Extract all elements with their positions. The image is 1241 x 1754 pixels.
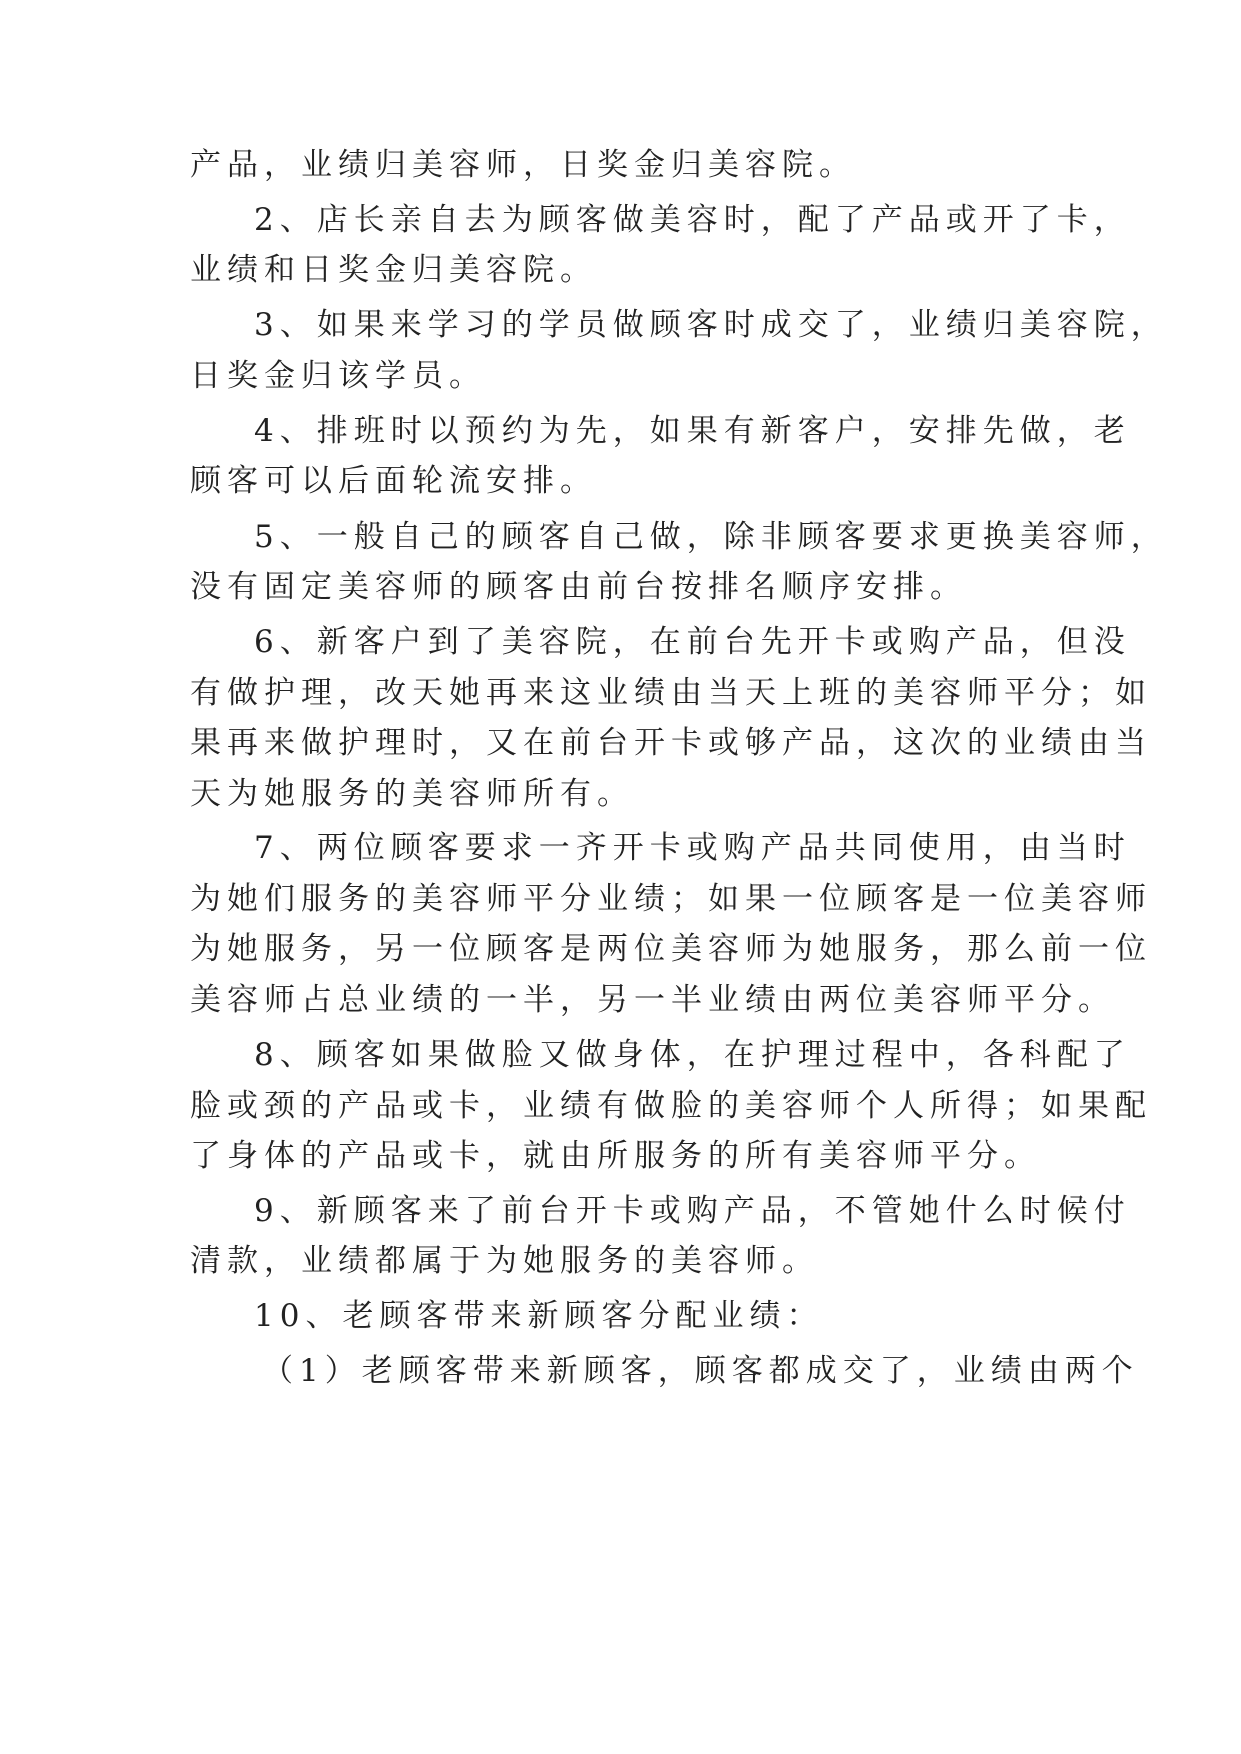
text-line: 为她们服务的美容师平分业绩；如果一位顾客是一位美容师 [190,881,1152,917]
text-line: 有做护理，改天她再来这业绩由当天上班的美容师平分；如 [190,675,1152,711]
text-line: 天为她服务的美容师所有。 [190,776,634,812]
text-line: 9、新顾客来了前台开卡或购产品，不管她什么时候付 [254,1193,1131,1229]
text-line: 3、如果来学习的学员做顾客时成交了，业绩归美容院， [254,307,1168,343]
text-line: 4、排班时以预约为先，如果有新客户，安排先做，老 [254,413,1131,449]
text-line: 美容师占总业绩的一半，另一半业绩由两位美容师平分。 [190,982,1115,1018]
text-line: 10、老顾客带来新顾客分配业绩： [254,1298,824,1334]
text-line: 顾客可以后面轮流安排。 [190,463,597,499]
text-line: 7、两位顾客要求一齐开卡或购产品共同使用，由当时 [254,830,1131,866]
text-line: 脸或颈的产品或卡，业绩有做脸的美容师个人所得；如果配 [190,1088,1152,1124]
text-line: 果再来做护理时，又在前台开卡或够产品，这次的业绩由当 [190,725,1152,761]
text-line: （1）老顾客带来新顾客，顾客都成交了，业绩由两个 [262,1353,1139,1389]
text-line: 5、一般自己的顾客自己做，除非顾客要求更换美容师， [254,519,1168,555]
text-line: 业绩和日奖金归美容院。 [190,252,597,288]
text-line: 8、顾客如果做脸又做身体，在护理过程中，各科配了 [254,1037,1131,1073]
text-line: 为她服务，另一位顾客是两位美容师为她服务，那么前一位 [190,931,1152,967]
text-line: 日奖金归该学员。 [190,358,486,394]
text-line: 没有固定美容师的顾客由前台按排名顺序安排。 [190,569,967,605]
text-line: 清款，业绩都属于为她服务的美容师。 [190,1243,819,1279]
text-line: 了身体的产品或卡，就由所服务的所有美容师平分。 [190,1138,1041,1174]
text-line: 产品，业绩归美容师，日奖金归美容院。 [190,147,856,183]
text-line: 6、新客户到了美容院，在前台先开卡或购产品，但没 [254,624,1131,660]
text-line: 2、店长亲自去为顾客做美容时，配了产品或开了卡， [254,202,1131,238]
